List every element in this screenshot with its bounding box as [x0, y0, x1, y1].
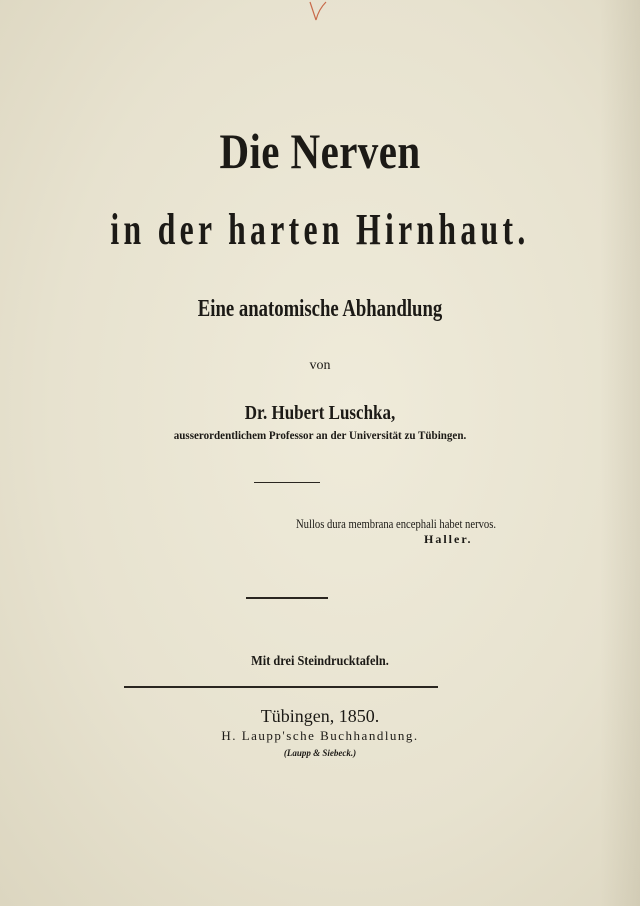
epigraph-source: Haller.: [424, 532, 473, 546]
epigraph-text: Nullos dura membrana encephali habet nervos.: [296, 517, 497, 531]
imprint-publisher-detail: (Laupp & Siebeck.): [283, 748, 357, 758]
divider-1: [254, 482, 320, 483]
title-line-1: Die Nerven: [219, 123, 421, 179]
plates-note: Mit drei Steindrucktafeln.: [251, 654, 389, 669]
title-line-2: in der harten Hirnhaut.: [110, 205, 530, 254]
divider-2: [246, 597, 328, 599]
author-name: Dr. Hubert Luschka,: [244, 402, 396, 424]
imprint-place-year: Tübingen, 1850.: [260, 706, 380, 726]
subtitle: Eine anatomische Abhandlung: [197, 296, 443, 322]
author-affiliation: ausserordentlichem Professor an der Universität zu Tübingen.: [173, 428, 467, 442]
divider-3: [124, 686, 438, 688]
imprint-publisher: H. Laupp'sche Buchhandlung.: [221, 728, 419, 743]
byline: von: [309, 358, 331, 373]
handwritten-mark-icon: [304, 0, 330, 24]
